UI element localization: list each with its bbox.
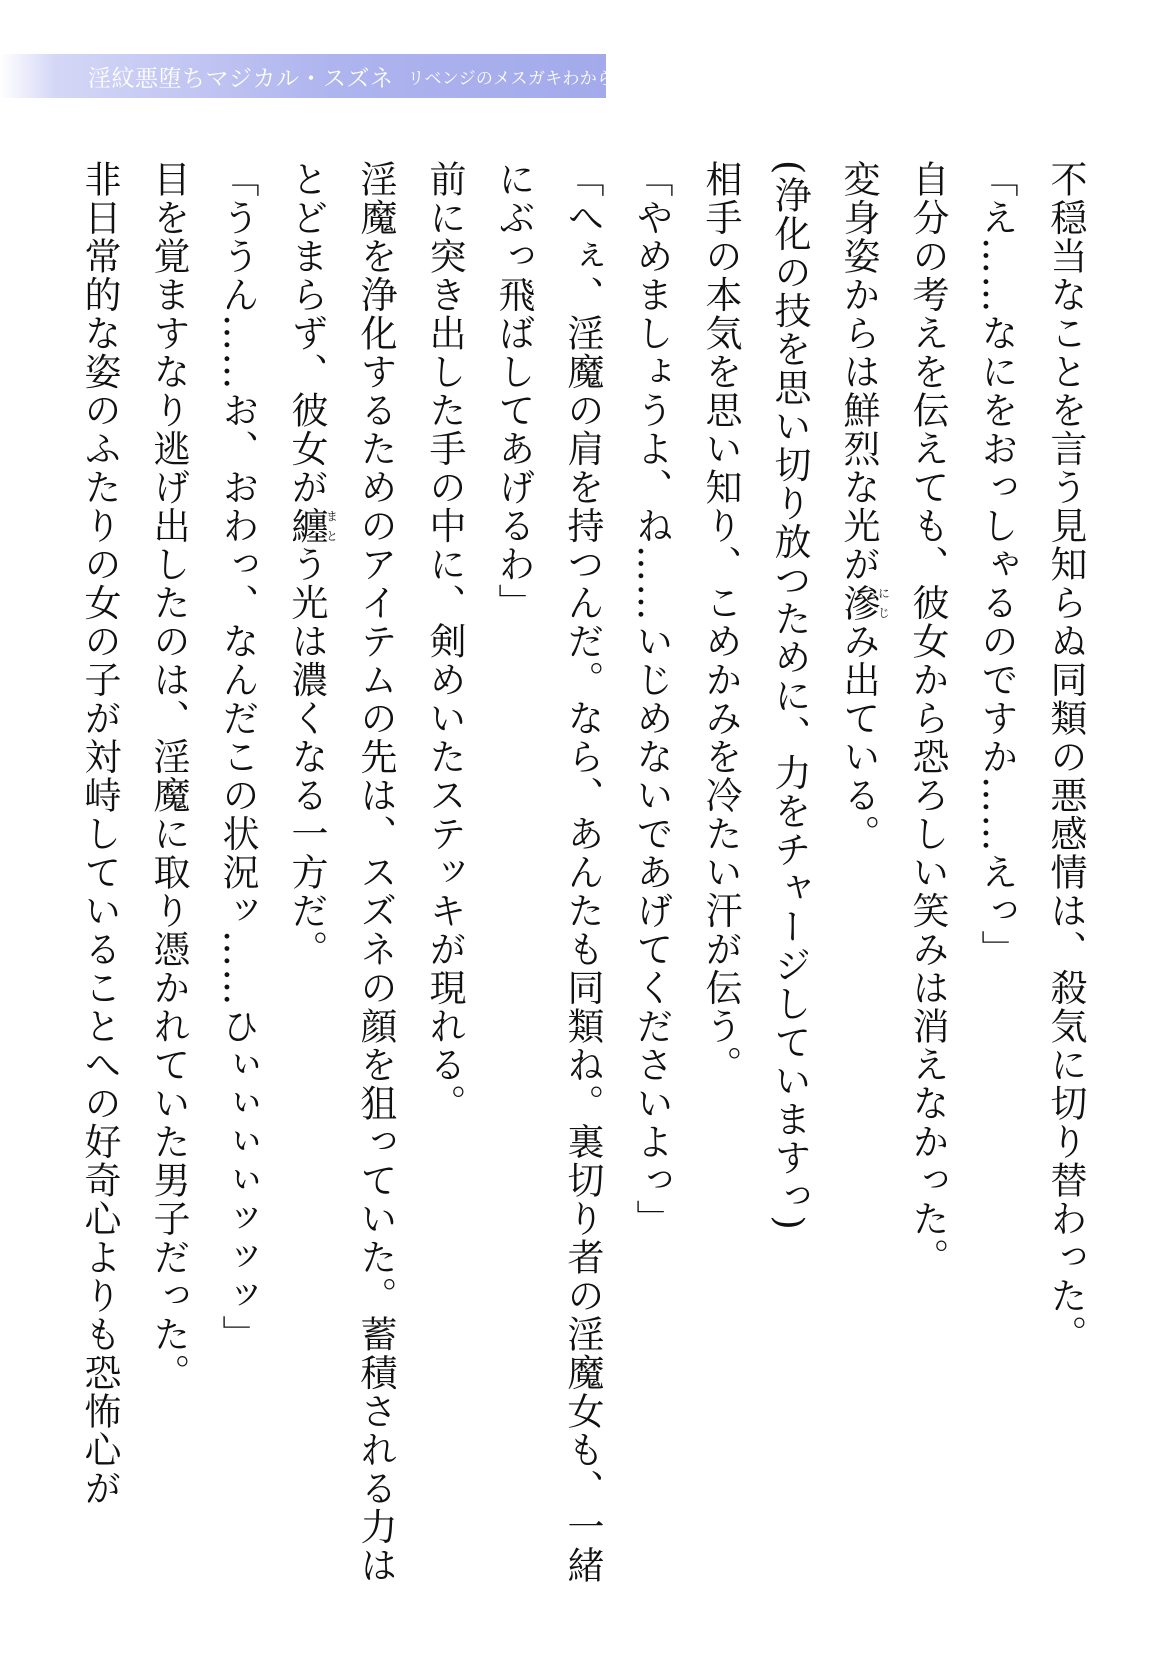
vertical-body-text [65,160,1100,1600]
book-subtitle: リベンジのメスガキわからせ [407,68,632,89]
paragraph-2: 「え……なにをおっしゃるのですか……えっ」 [975,160,1018,969]
paragraph-13: 非日常的な姿のふたりの女の子が対峙していることへの好奇心よりも恐怖心が [78,160,121,1508]
paragraph-4-before: 変身姿からは鮮烈な光が [837,160,880,584]
paragraph-6: 相手の本気を思い知り、こめかみを冷たい汗が伝う。 [699,160,742,1084]
paragraph-4 [824,160,893,1600]
ruby-reading: にじ [876,583,891,622]
ruby-reading: まと [324,506,339,545]
paragraph-9: 前に突き出した手の中に、剣めいたステッキが現れる。 [423,160,466,1123]
paragraph-1: 不穏当なことを言う見知らぬ同類の悪感情は、殺気に切り替わった。 [1044,160,1087,1354]
paragraph-4-after: み出ている。 [837,622,880,853]
ruby-base: 纏 [285,506,328,545]
ruby-annotation [285,506,339,546]
paragraph-12: 目を覚ますなり逃げ出したのは、淫魔に取り憑かれていた男子だった。 [147,160,190,1392]
paragraph-10 [272,160,410,1600]
ruby-nijimi [837,583,891,623]
paragraph-8: 「へぇ、淫魔の肩を持つんだ。なら、あんたも同類ね。裏切り者の淫魔女も、一緒にぶっ飛ばしてあげるわ」 [492,160,604,1585]
paragraph-text-after: う光は濃くなる一方だ。 [285,545,328,969]
paragraph-text-before: 淫魔を浄化するためのアイテムの先は、スズネの顔を狙っていた。蓄積される力はとどまらず、彼女が [285,160,397,1585]
paragraph-5: (浄化の技を思い切り放つために、力をチャージしていますっ) [768,160,811,1232]
ruby-base: 滲 [837,583,880,622]
running-header [0,54,632,98]
book-title: 淫紋悪堕ちマジカル・スズネ [88,65,394,92]
paragraph-7: 「やめましょうよ、ね……いじめないであげてくださいよっ」 [630,160,673,1238]
paragraph-3: 自分の考えを伝えても、彼女から恐ろしい笑みは消えなかった。 [906,160,949,1277]
paragraph-11: 「ううん……お、おわっ、なんだこの状況ッ……ひぃぃぃぃッッッ」 [216,160,259,1354]
